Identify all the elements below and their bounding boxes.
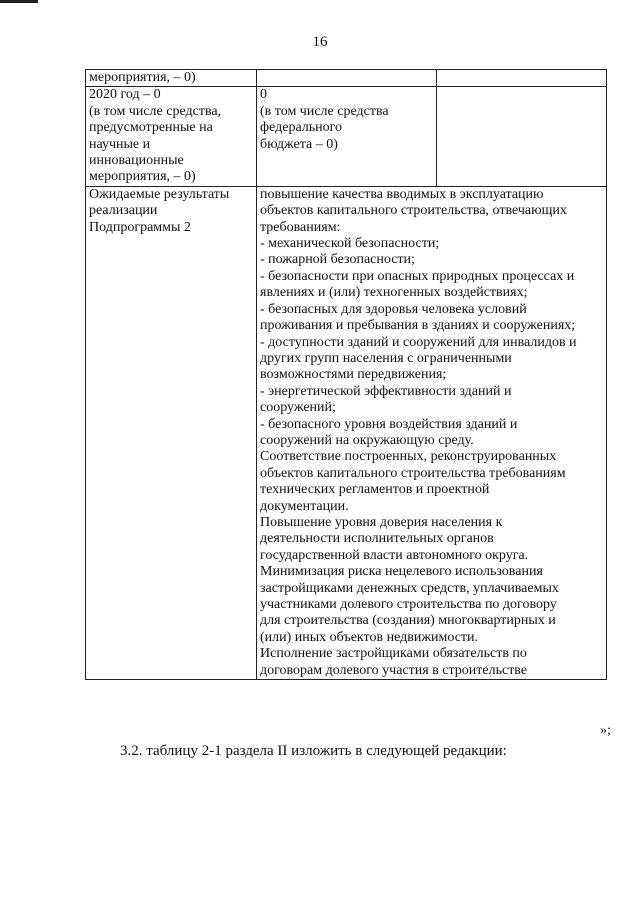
content-line: - безопасного уровня воздействия зданий и bbox=[260, 416, 518, 432]
content-line: - механической безопасности; bbox=[260, 236, 440, 252]
content-line: Соответствие построенных, реконструированных bbox=[260, 449, 557, 465]
content-line: участниками долевого строительства по договору bbox=[260, 597, 557, 612]
content-line: явлениях и (или) техногенных воздействиях; bbox=[260, 285, 528, 301]
content-line: требованиям: bbox=[260, 219, 341, 235]
cell-text: (в том числе средства, bbox=[89, 103, 222, 119]
content-line: - безопасных для здоровья человека условий bbox=[260, 301, 527, 317]
table-cell bbox=[86, 70, 257, 87]
cell-text: (в том числе средства bbox=[260, 103, 389, 119]
content-line: объектов капитального строительства требованиям bbox=[260, 465, 566, 481]
cell-text: мероприятия, – 0) bbox=[89, 70, 196, 85]
content-line: сооружений на окружающую среду. bbox=[260, 432, 474, 448]
cell-text: предусмотренные на bbox=[89, 120, 213, 136]
cell-text: научные и bbox=[89, 136, 151, 152]
closing-quote-mark: »; bbox=[600, 723, 611, 738]
table-cell-empty bbox=[437, 70, 607, 87]
cell-text: реализации bbox=[89, 203, 158, 219]
cell-text: 2020 год – 0 bbox=[89, 87, 161, 103]
content-line: возможностями передвижения; bbox=[260, 367, 447, 383]
content-line: деятельности исполнительных органов bbox=[260, 531, 494, 547]
cell-text: бюджета – 0) bbox=[260, 136, 338, 152]
content-line: сооружений; bbox=[260, 400, 336, 416]
results-label-cell bbox=[86, 186, 257, 679]
results-content-cell bbox=[257, 186, 607, 679]
content-line: проживания и пребывания в зданиях и сооружениях; bbox=[260, 318, 576, 334]
cell-text: инновационные bbox=[89, 153, 184, 169]
instruction-paragraph: 3.2. таблицу 2-1 раздела II изложить в следующей редакции: bbox=[120, 743, 507, 759]
content-line: застройщиками денежных средств, уплачиваемых bbox=[260, 580, 559, 596]
content-line: - пожарной безопасности; bbox=[260, 252, 415, 268]
content-line: - энергетической эффективности зданий и bbox=[260, 383, 512, 399]
cell-text: федерального bbox=[260, 120, 343, 136]
table-cell-empty bbox=[257, 70, 437, 87]
funding-amount-cell bbox=[257, 87, 437, 186]
table-row bbox=[86, 70, 607, 87]
content-line: государственной власти автономного округа. bbox=[260, 547, 529, 563]
cell-text: Ожидаемые результаты bbox=[89, 186, 230, 202]
content-line: Минимизация риска нецелевого использования bbox=[260, 564, 543, 580]
document-table bbox=[85, 69, 607, 680]
table-cell-empty bbox=[437, 87, 607, 186]
table-row bbox=[86, 87, 607, 186]
content-line: других групп населения с ограниченными bbox=[260, 350, 512, 366]
content-line: документации. bbox=[260, 498, 349, 514]
content-line: объектов капитального строительства, отвечающих bbox=[260, 203, 567, 219]
table-row bbox=[86, 186, 607, 679]
content-line: повышение качества вводимых в эксплуатацию bbox=[260, 186, 544, 202]
cell-text: мероприятия, – 0) bbox=[89, 169, 196, 185]
content-line: для строительства (создания) многоквартирных и bbox=[260, 613, 556, 629]
cell-text: Подпрограммы 2 bbox=[89, 219, 191, 235]
content-line: Исполнение застройщиками обязательств по bbox=[260, 646, 527, 662]
content-line: договорам долевого участия в строительстве bbox=[260, 662, 528, 678]
content-line: - доступности зданий и сооружений для инвалидов и bbox=[260, 334, 577, 350]
content-line: - безопасности при опасных природных процессах и bbox=[260, 268, 575, 284]
content-line: Повышение уровня доверия населения к bbox=[260, 514, 503, 530]
scan-corner-mark bbox=[0, 0, 38, 3]
content-line: технических регламентов и проектной bbox=[260, 482, 490, 498]
content-line: (или) иных объектов недвижимости. bbox=[260, 629, 479, 645]
page-number: 16 bbox=[312, 34, 328, 50]
funding-year-cell bbox=[86, 87, 257, 186]
cell-text: 0 bbox=[260, 87, 267, 103]
